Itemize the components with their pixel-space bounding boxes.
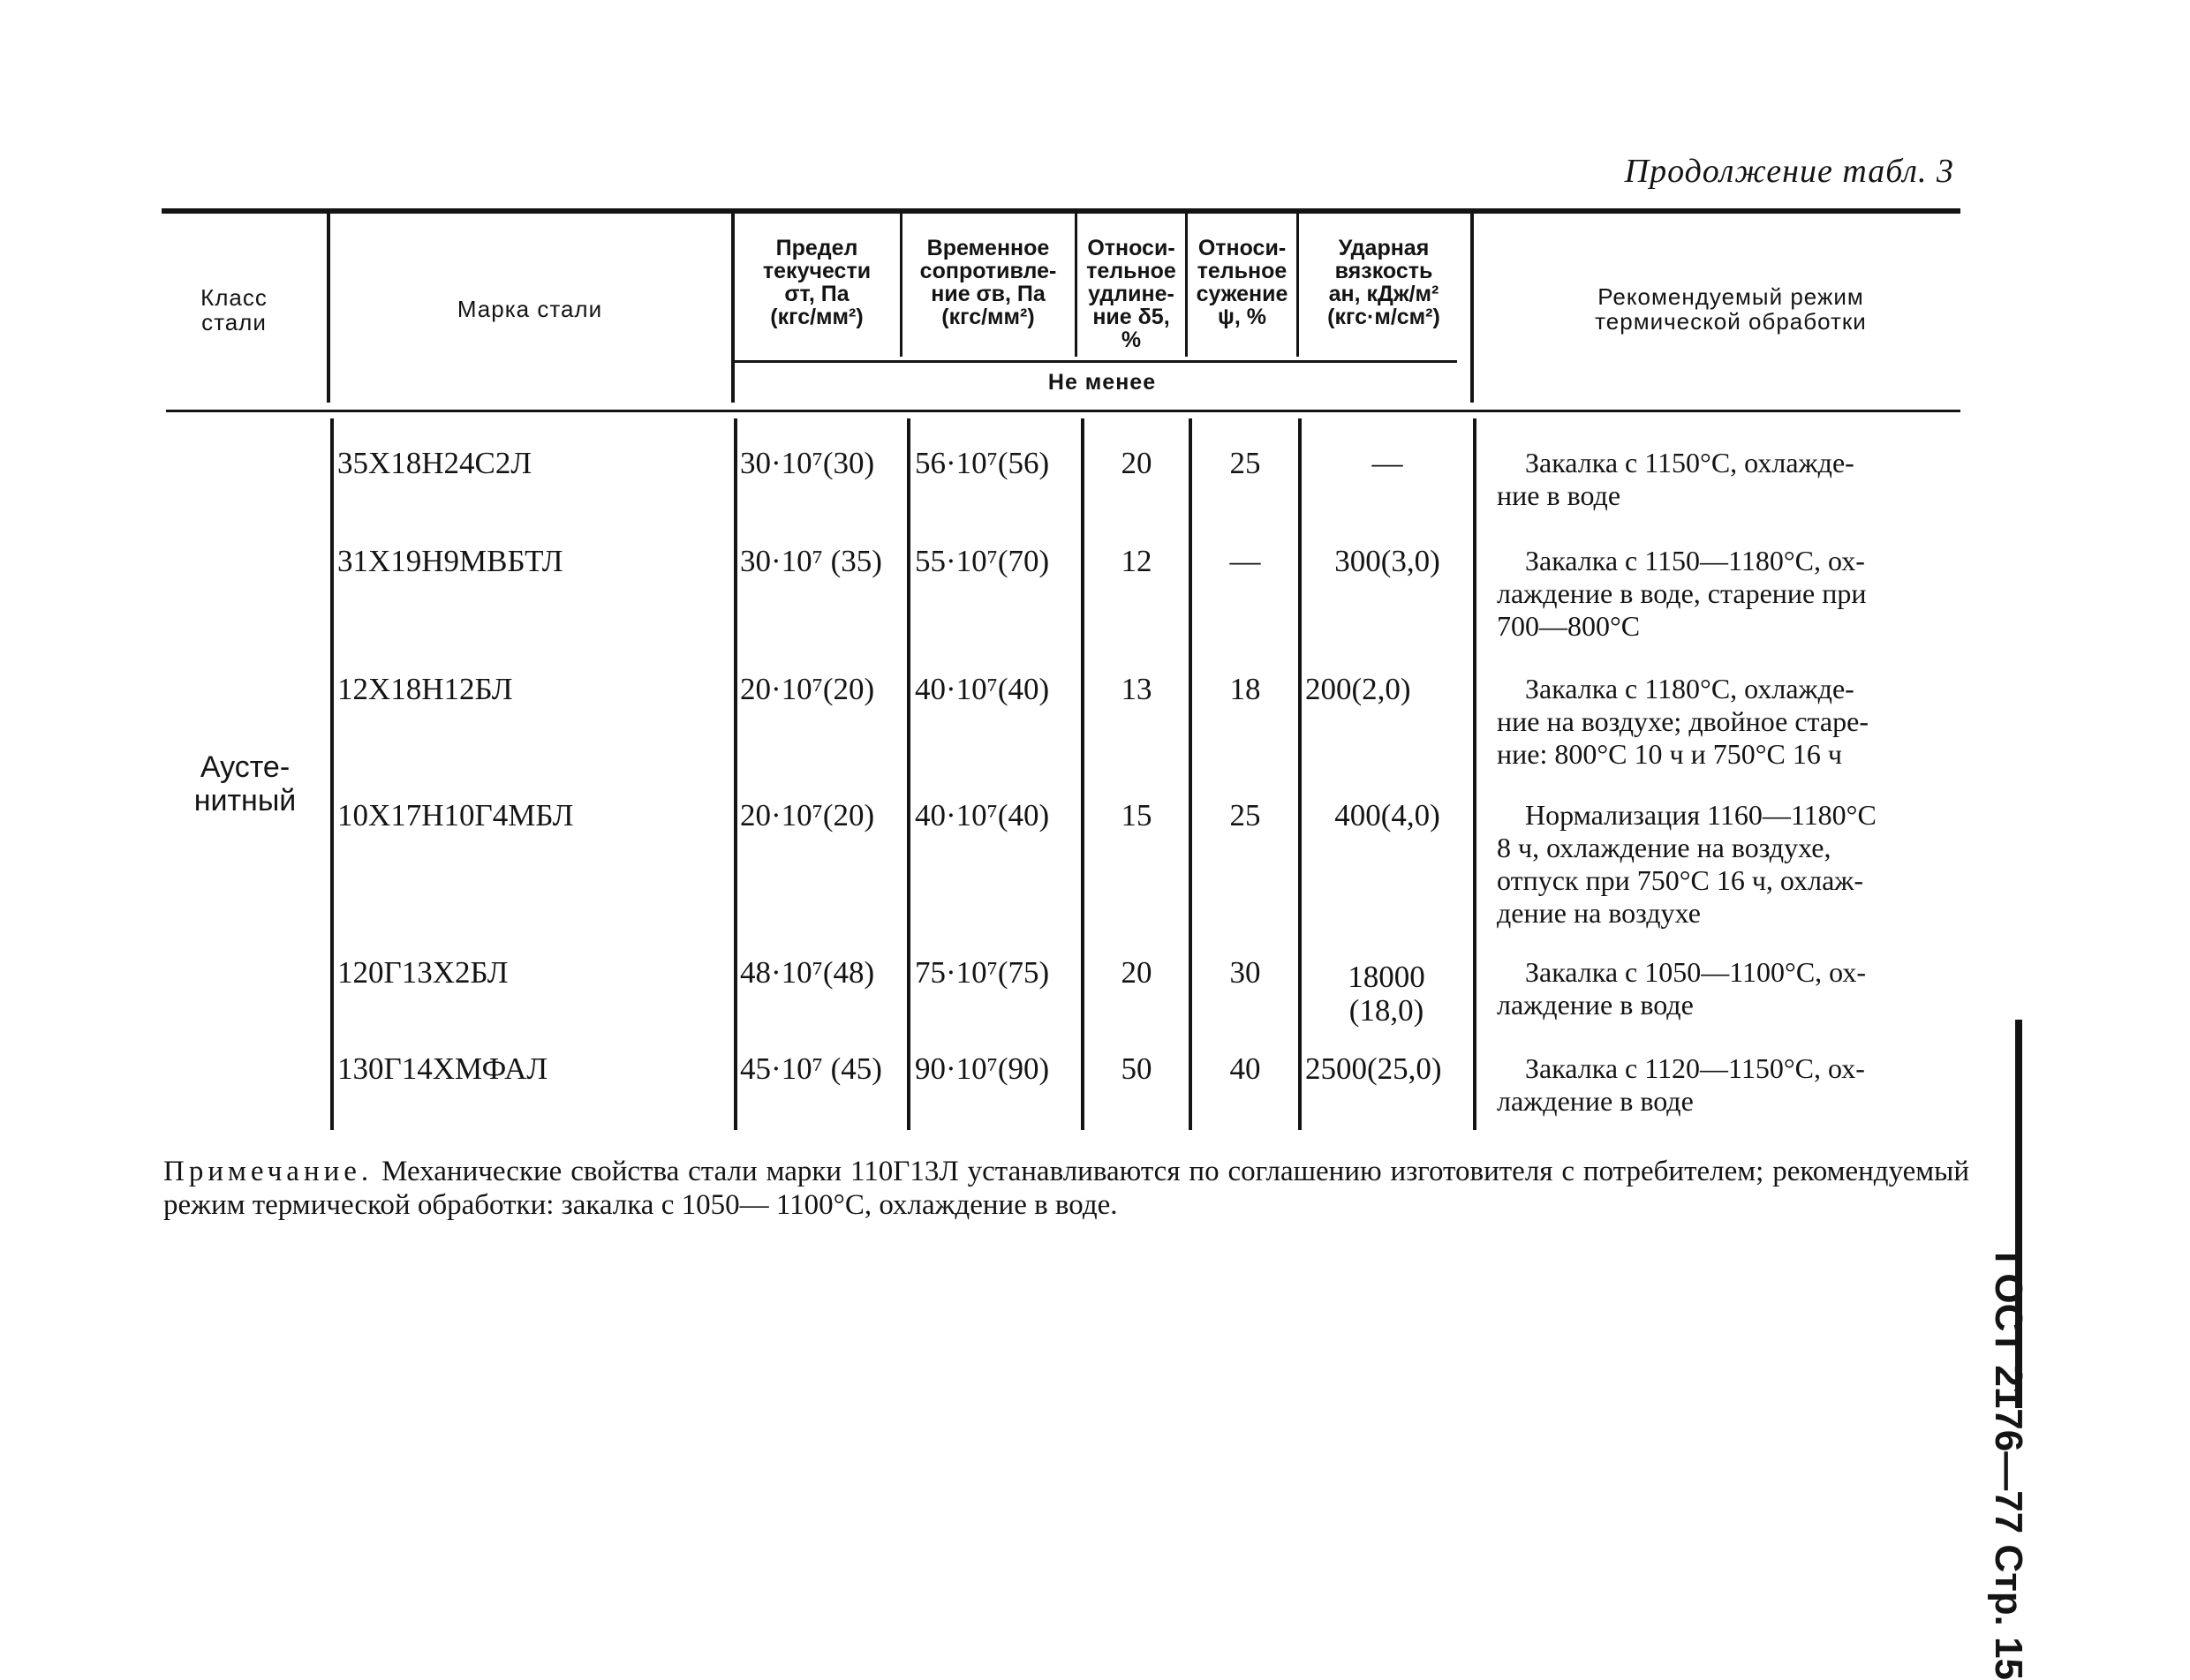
table-row-impact: 300(3,0)	[1334, 544, 1440, 578]
header-yield: Предел текучести σт, Па (кгс/мм²)	[762, 236, 872, 329]
body-divider	[1298, 418, 1302, 1130]
table-row-impact: —	[1371, 446, 1403, 480]
body-divider	[734, 418, 737, 1130]
steel-class: Аусте- нитный	[193, 750, 297, 817]
header-grade: Марка стали	[457, 296, 603, 322]
table-row-impact: 400(4,0)	[1334, 798, 1440, 832]
table-row-regime: Закалка с 1150°С, охлажде- ние в воде	[1497, 447, 1854, 511]
table-row-reduction: 25	[1229, 446, 1261, 480]
header-divider	[900, 214, 902, 357]
header-class: Класс стали	[200, 284, 268, 335]
table-row-reduction: 30	[1229, 955, 1261, 990]
table-row-yield: 20·10⁷(20)	[740, 798, 875, 832]
table-row-grade: 31Х19Н9МВБТЛ	[337, 544, 563, 578]
table-row-impact: 18000 (18,0)	[1348, 960, 1425, 1028]
note-text: Механические свойства стали марки 110Г13Л устанавливаются по соглашению изготовителя с потребителем; рекомендуемый режим термической обработки: закалка с 1050— 1100°С, охлаждение в воде.	[163, 1156, 1970, 1221]
table-row-tensile: 56·10⁷(56)	[915, 446, 1050, 480]
table-row-impact: 200(2,0)	[1305, 672, 1411, 706]
table-row-yield: 48·10⁷(48)	[740, 955, 875, 990]
table-row-impact: 2500(25,0)	[1305, 1051, 1442, 1086]
table-row-elongation: 20	[1121, 955, 1152, 990]
table-row-regime: Закалка с 1180°С, охлажде- ние на воздухе; двойное старе- ние: 800°С 10 ч и 750°С 16 ч	[1497, 673, 1869, 770]
body-divider	[907, 418, 910, 1130]
table-row-grade: 120Г13Х2БЛ	[337, 955, 509, 990]
table-row-reduction: 25	[1229, 798, 1261, 832]
table-caption: Продолжение табл. 3	[1624, 153, 1954, 190]
table-row-regime: Нормализация 1160—1180°С 8 ч, охлаждение на воздухе, отпуск при 750°С 16 ч, охлаж- дение на воздухе	[1497, 799, 1877, 929]
table-row-tensile: 40·10⁷(40)	[915, 798, 1050, 832]
table-row-reduction: 40	[1229, 1051, 1261, 1086]
body-divider	[1473, 418, 1476, 1130]
header-divider	[1296, 214, 1299, 357]
table-row-regime: Закалка с 1120—1150°С, ох- лаждение в воде	[1497, 1052, 1865, 1117]
body-divider	[1189, 418, 1192, 1130]
header-divider	[731, 214, 735, 403]
table-row-tensile: 90·10⁷(90)	[915, 1051, 1050, 1086]
table-row-yield: 20·10⁷(20)	[740, 672, 875, 706]
table-top-rule	[162, 208, 1960, 214]
table-row-grade: 35Х18Н24С2Л	[337, 446, 532, 480]
header-divider	[1470, 214, 1474, 403]
table-row-yield: 30·10⁷(30)	[740, 446, 875, 480]
table-row-elongation: 12	[1121, 544, 1152, 578]
table-row-regime: Закалка с 1050—1100°С, ох- лаждение в воде	[1497, 956, 1867, 1021]
table-row-grade: 10Х17Н10Г4МБЛ	[337, 798, 574, 832]
table-row-yield: 45·10⁷ (45)	[740, 1051, 882, 1086]
table-row-grade: 130Г14ХМФАЛ	[337, 1051, 548, 1086]
table-row-reduction: 18	[1229, 672, 1261, 706]
table-row-elongation: 50	[1121, 1051, 1152, 1086]
header-reduction: Относи- тельное сужение ψ, %	[1196, 236, 1288, 329]
header-bottom-rule	[166, 410, 1960, 412]
header-regime: Рекомендуемый режим термической обработки	[1595, 283, 1867, 335]
table-row-tensile: 75·10⁷(75)	[915, 955, 1050, 990]
min-rule	[735, 360, 1457, 363]
header-tensile: Временное сопротивле- ние σв, Па (кгс/мм²)	[919, 236, 1057, 329]
side-page-label: ГОСТ 2176—77 Стр. 15	[1987, 1252, 2030, 1680]
header-divider	[327, 214, 330, 403]
table-row-elongation: 20	[1121, 446, 1152, 480]
note-label: Примечание.	[163, 1156, 374, 1187]
table-note	[163, 1155, 1969, 1222]
table-row-yield: 30·10⁷ (35)	[740, 544, 882, 578]
table-row-grade: 12Х18Н12БЛ	[337, 672, 513, 706]
body-divider	[1081, 418, 1084, 1130]
header-min: Не менее	[1047, 370, 1157, 395]
table-row-tensile: 40·10⁷(40)	[915, 672, 1050, 706]
body-divider	[330, 418, 334, 1130]
table-row-reduction: —	[1229, 544, 1261, 578]
table-row-tensile: 55·10⁷(70)	[915, 544, 1050, 578]
table-row-regime: Закалка с 1150—1180°С, ох- лаждение в воде, старение при 700—800°С	[1497, 545, 1867, 642]
table-row-elongation: 15	[1121, 798, 1152, 832]
header-impact: Ударная вязкость aн, кДж/м² (кгс·м/см²)	[1327, 236, 1440, 329]
header-elongation: Относи- тельное удлине- ние δ5, %	[1086, 236, 1176, 352]
table-row-elongation: 13	[1121, 672, 1152, 706]
